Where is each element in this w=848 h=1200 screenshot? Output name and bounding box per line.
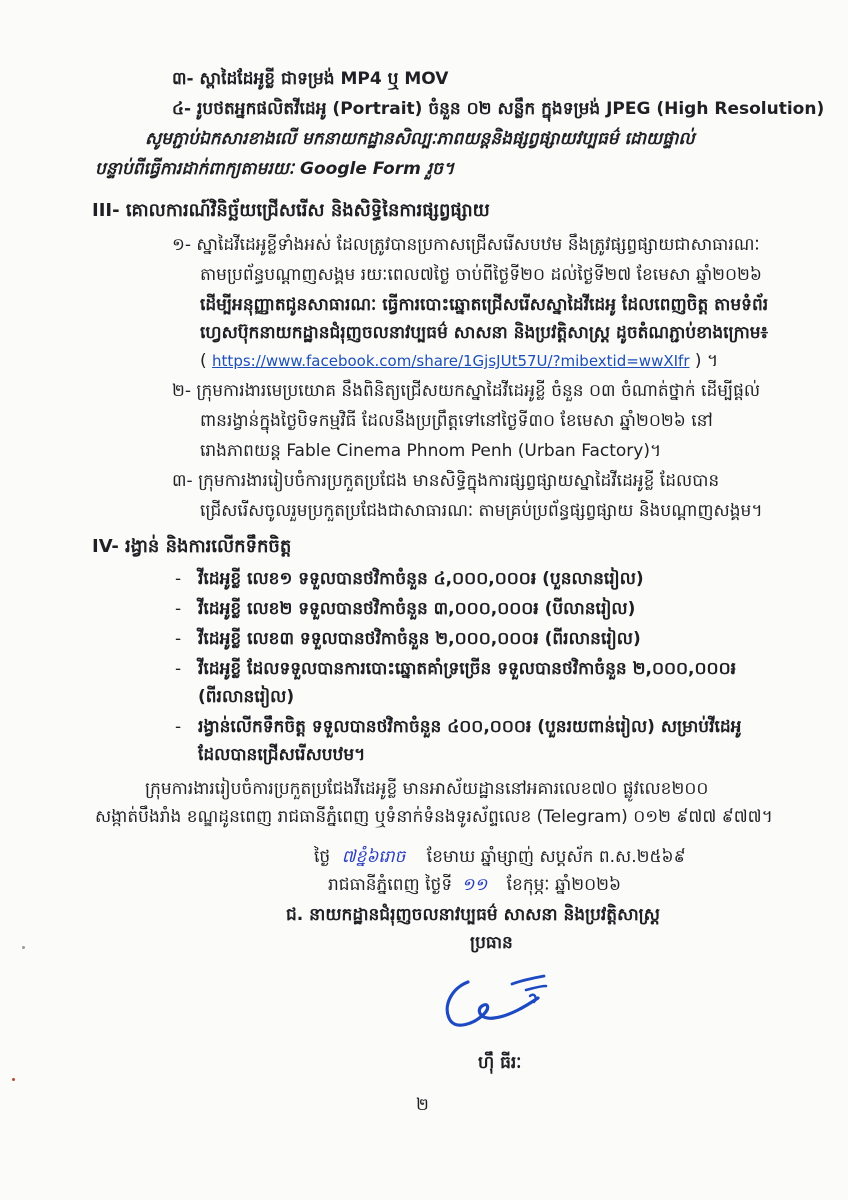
section-3-heading: III- គោលការណ៍វិនិច្ឆ័យជ្រើសរើស និងសិទ្ធិនៃការផ្សព្វផ្សាយ bbox=[92, 200, 490, 221]
closing-line-2: សង្កាត់បឹងរាំង ខណ្ឌដូនពេញ រាជធានីភ្នំពេញ ឬទំនាក់ទំនងទូរស័ព្ទលេខ (Telegram) ០១២ ៩៧៧ ៩៧៧។ bbox=[95, 807, 773, 827]
section-3-para-1-line-4: ហ្វេសប៊ុកនាយកដ្ឋានជំរុញចលនាវប្បធម៌ សាសនា និងប្រវត្តិសាស្ត្រ ដូចតំណភ្ជាប់ខាងក្រោម៖ bbox=[200, 323, 769, 343]
solar-date-handwritten: ១១ bbox=[461, 875, 488, 895]
signatory-name: ហ៊ឹ ធីរៈ bbox=[478, 1053, 522, 1073]
prize-item-popular-vote: វីដេអូខ្លី ដែលទទួលបានការបោះឆ្នោតគាំទ្រច្រើន ទទួលបានថវិកាចំនួន ២,០០០,០០០៛ bbox=[198, 659, 737, 679]
handwritten-signature bbox=[430, 958, 580, 1048]
prize-dash: - bbox=[175, 717, 182, 737]
page-number: ២ bbox=[416, 1095, 429, 1115]
section-3-para-1-line-3: ដើម្បីអនុញ្ញាតជូនសាធារណៈ ធ្វើការបោះឆ្នោតជ្រើសរើសស្នាដៃវីដេអូ ដែលពេញចិត្ត តាមទំព័រ bbox=[200, 295, 769, 315]
prize-item-encouragement-cont: ដែលបានជ្រើសរើសបឋម។ bbox=[198, 745, 366, 765]
solar-date-rest: ខែកុម្ភៈ ឆ្នាំ២០២៦ bbox=[506, 875, 622, 895]
scan-speck bbox=[12, 1078, 15, 1081]
lunar-date-handwritten: ៧ខ្នំ៦រោច bbox=[341, 847, 406, 867]
solar-date-prefix: រាជធានីភ្នំពេញ ថ្ងៃទី bbox=[328, 875, 453, 895]
deliverable-item-4: ៤- រូបថតអ្នកផលិតវីដេអូ (Portrait) ចំនួន ០២ សន្លឹក ក្នុងទម្រង់ JPEG (High Resolution) bbox=[172, 99, 825, 119]
prize-item-2: វីដេអូខ្លី លេខ២ ទទួលបានថវិកាចំនួន ៣,០០០,០០០៛ (បីលានរៀល) bbox=[198, 599, 636, 619]
lunar-date-prefix: ថ្ងៃ bbox=[314, 847, 331, 867]
signatory-title: ប្រធាន bbox=[470, 933, 513, 953]
section-3-para-3-line-2: ជ្រើសរើសចូលរួមប្រកួតប្រជែងជាសាធារណៈ តាមគ្រប់ប្រព័ន្ធផ្សព្វផ្សាយ និងបណ្តាញសង្គម។ bbox=[200, 501, 763, 521]
section-3-para-2-line-1: ២- ក្រុមការងារមេប្រយោគ នឹងពិនិត្យជ្រើសយកស្នាដៃវីដេអូខ្លី ចំនួន ០៣ ចំណាត់ថ្នាក់ ដើម្បីផ្តល់ bbox=[172, 381, 761, 401]
section-3-para-1-line-1: ១- ស្នាដៃវីដេអូខ្លីទាំងអស់ ដែលត្រូវបានប្រកាសជ្រើសរើសបឋម នឹងត្រូវផ្សព្វផ្សាយជាសាធារណៈ bbox=[172, 235, 760, 255]
lunar-date-rest: ខែមាឃ ឆ្នាំម្សាញ់ សប្តស័ក ព.ស.២៥៦៩ bbox=[426, 847, 686, 867]
solar-date-line bbox=[328, 874, 621, 896]
section-4-heading: IV- រង្វាន់ និងការលើកទឹកចិត្ត bbox=[92, 536, 292, 557]
facebook-share-link[interactable]: https://www.facebook.com/share/1GjsJUt57U/?mibextid=wwXIfr bbox=[212, 352, 690, 370]
prize-dash: - bbox=[175, 659, 182, 679]
section-3-para-3-line-1: ៣- ក្រុមការងាររៀបចំការប្រកួតប្រជែង មានសិទ្ធិក្នុងការផ្សព្វផ្សាយស្នាដៃវីដេអូខ្លី ដែលបាន bbox=[172, 471, 720, 491]
prize-item-encouragement: រង្វាន់លើកទឹកចិត្ត ទទួលបានថវិកាចំនួន ៤០០,០០០៛ (បួនរយពាន់រៀល) សម្រាប់វីដេអូ bbox=[198, 717, 742, 737]
link-open-paren: ( bbox=[200, 351, 207, 371]
submission-note-line-1: សូមភ្ជាប់ឯកសារខាងលើ មកនាយកដ្ឋានសិល្បៈភាពយន្តនិងផ្សព្វផ្សាយវប្បធម៌ ដោយផ្ទាល់ bbox=[145, 129, 695, 149]
prize-item-popular-vote-cont: (ពីរលានរៀល) bbox=[198, 687, 295, 707]
prize-item-3: វីដេអូខ្លី លេខ៣ ទទួលបានថវិកាចំនួន ២,០០០,០០០៛ (ពីរលានរៀល) bbox=[198, 629, 641, 649]
prize-dash: - bbox=[175, 629, 182, 649]
prize-dash: - bbox=[175, 599, 182, 619]
section-3-para-2-line-2: ពានរង្វាន់ក្នុងថ្ងៃបិទកម្មវិធី ដែលនឹងប្រព្រឹត្តទៅនៅថ្ងៃទី៣០ ខែមេសា ឆ្នាំ២០២៦ នៅ bbox=[200, 411, 713, 431]
facebook-link-row bbox=[200, 350, 718, 372]
section-3-para-2-line-3: រោងភាពយន្ត Fable Cinema Phnom Penh (Urban Factory)។ bbox=[200, 441, 662, 461]
closing-line-1: ក្រុមការងាររៀបចំការប្រកួតប្រជែងវីដេអូខ្លី មានអាស័យដ្ឋាននៅអគារលេខ៧០ ផ្លូវលេខ២០០ bbox=[145, 779, 709, 799]
submission-note-line-2: បន្ទាប់ពីធ្វើការដាក់ពាក្យតាមរយៈ Google Form រួច។ bbox=[95, 159, 455, 179]
signatory-organization: ជ. នាយកដ្ឋានជំរុញចលនាវប្បធម៌ សាសនា និងប្រវត្តិសាស្ត្រ bbox=[286, 905, 660, 925]
scan-speck bbox=[22, 946, 25, 949]
prize-dash: - bbox=[175, 569, 182, 589]
link-close-paren: ) ។ bbox=[694, 351, 719, 371]
prize-item-1: វីដេអូខ្លី លេខ១ ទទួលបានថវិកាចំនួន ៤,០០០,០០០៛ (បួនលានរៀល) bbox=[198, 569, 644, 589]
section-3-para-1-line-2: តាមប្រព័ន្ធបណ្តាញសង្គម រយៈពេល៧ថ្ងៃ ចាប់ពីថ្ងៃទី២០ ដល់ថ្ងៃទី២៧ ខែមេសា ឆ្នាំ២០២៦ bbox=[200, 265, 762, 285]
deliverable-item-3: ៣- ស្ពាដៃដែអូខ្លី ជាទម្រង់ MP4 ឬ MOV bbox=[172, 69, 449, 89]
lunar-date-line bbox=[314, 846, 686, 868]
